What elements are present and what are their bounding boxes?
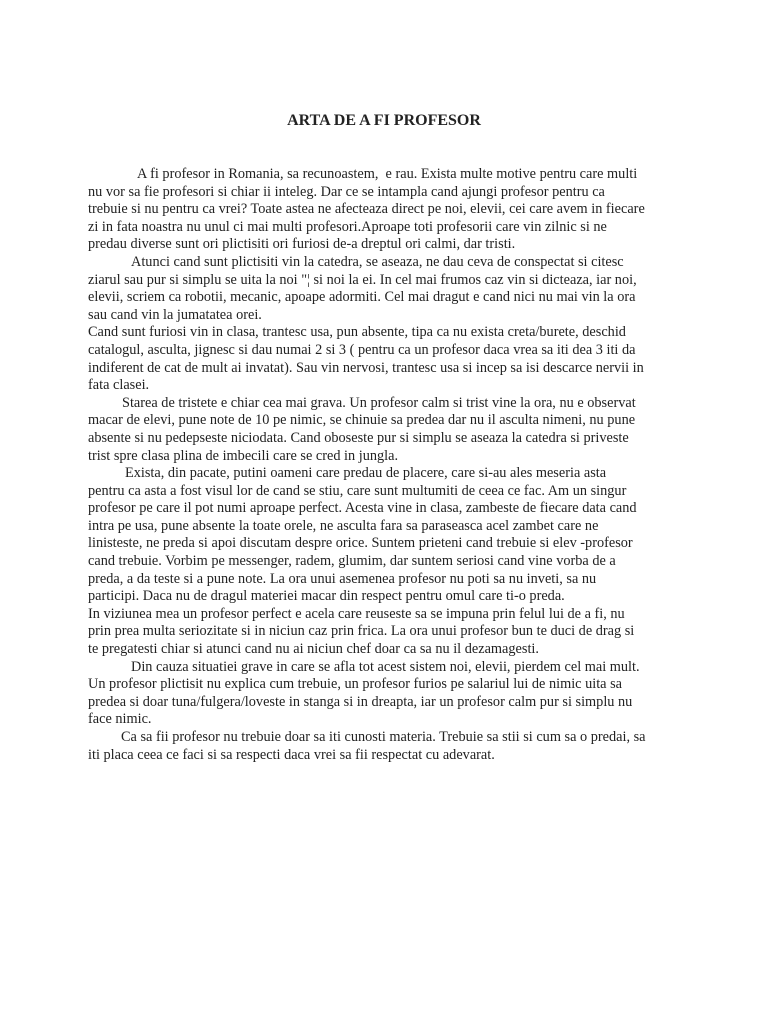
document-body bbox=[88, 166, 700, 764]
text-line: elevii, scriem ca robotii, mecanic, apoape adormiti. Cel mai dragut e cand nici nu mai vin la ora bbox=[88, 289, 636, 306]
text-line: predau diverse sunt ori plictisiti ori furiosi de-a dreptul ori calmi, dar tristi. bbox=[88, 236, 516, 253]
text-line: linisteste, ne preda si apoi discutam despre orice. Suntem prieteni cand trebuie si elev -profesor bbox=[88, 535, 633, 552]
text-line: Ca sa fii profesor nu trebuie doar sa iti cunosti materia. Trebuie sa stii si cum sa o predai, sa bbox=[121, 729, 646, 745]
text-line: nu vor sa fie profesori si chiar ii inteleg. Dar ce se intampla cand ajungi profesor pentru ca bbox=[88, 183, 605, 200]
text-line: trist spre clasa plina de imbecili care se cred in jungla. bbox=[88, 447, 399, 464]
text-line: te pregatesti chiar si atunci cand nu ai niciun chef doar ca sa nu il dezamagesti. bbox=[88, 641, 539, 658]
text-line: prin prea multa seriozitate si in niciun caz prin frica. La ora unui profesor bun te duci de drag si bbox=[88, 623, 635, 640]
text-line: preda, a da teste si a pune note. La ora unui asemenea profesor nu poti sa nu inveti, sa nu bbox=[88, 570, 597, 587]
text-line: predea si doar tuna/fulgera/loveste in stanga si in dreapta, iar un profesor calm pur si simplu nu bbox=[88, 693, 633, 710]
text-line: intra pe usa, pune absente la toate orele, ne asculta fara sa paraseasca acel zambet care ne bbox=[88, 517, 599, 534]
text-line: indiferent de cat de mult ai invatat). Sau vin nervosi, trantesc usa si incep sa isi descarce nervii in bbox=[88, 359, 644, 376]
text-line: zi in fata noastra nu unul ci mai multi profesori.Aproape toti profesorii care vin zilnic si ne bbox=[88, 218, 607, 235]
text-line: ziarul sau pur si simplu se uita la noi "¦ si noi la ei. In cel mai frumos caz vin si dicteaza, iar noi, bbox=[88, 271, 637, 288]
document-title: ARTA DE A FI PROFESOR bbox=[287, 112, 481, 129]
text-line: Starea de tristete e chiar cea mai grava. Un profesor calm si trist vine la ora, nu e observat bbox=[122, 394, 636, 411]
text-line: face nimic. bbox=[88, 711, 152, 728]
text-line: Cand sunt furiosi vin in clasa, trantesc usa, pun absente, tipa ca nu exista creta/burete, deschid bbox=[88, 324, 626, 341]
text-line: pentru ca asta a fost visul lor de cand se stiu, care sunt multumiti de ceea ce fac. Am un singur bbox=[88, 482, 627, 499]
text-line: Din cauza situatiei grave in care se afla tot acest sistem noi, elevii, pierdem cel mai mult. bbox=[131, 658, 640, 675]
text-line: trebuie si nu pentru ca vrei? Toate astea ne afecteaza direct pe noi, elevii, cei care avem in fiecare bbox=[88, 201, 645, 218]
text-line: sau cand vin la jumatatea orei. bbox=[88, 306, 262, 323]
text-line: A fi profesor in Romania, sa recunoastem, e rau. Exista multe motive pentru care multi bbox=[137, 166, 638, 182]
text-line: absente si nu pedepseste niciodata. Cand oboseste pur si simplu se aseaza la catedra si priveste bbox=[88, 429, 629, 446]
text-line: Un profesor plictisit nu explica cum trebuie, un profesor furios pe salariul lui de nimic uita sa bbox=[88, 676, 623, 693]
text-line: fata clasei. bbox=[88, 377, 150, 394]
text-line: cand trebuie. Vorbim pe messenger, radem, glumim, dar suntem seriosi cand vine vorba de a bbox=[88, 553, 616, 570]
text-line: Atunci cand sunt plictisiti vin la catedra, se aseaza, ne dau ceva de conspectat si citesc bbox=[131, 253, 624, 270]
text-line: participi. Daca nu de dragul materiei macar din respect pentru omul care ti-o preda. bbox=[88, 588, 565, 605]
text-line: In viziunea mea un profesor perfect e acela care reuseste sa se impuna prin felul lui de a fi, nu bbox=[88, 605, 625, 622]
text-line: profesor pe care il pot numi aproape perfect. Acesta vine in clasa, zambeste de fiecare data cand bbox=[88, 500, 637, 517]
text-line: catalogul, asculta, jignesc si dau numai 2 si 3 ( pentru ca un profesor daca vrea sa iti dea 3 iti da bbox=[88, 341, 636, 358]
text-line: Exista, din pacate, putini oameni care predau de placere, care si-au ales meseria asta bbox=[125, 465, 607, 482]
text-line: iti placa ceea ce faci si sa respecti daca vrei sa fii respectat cu adevarat. bbox=[88, 746, 495, 763]
text-line: macar de elevi, pune note de 10 pe nimic, se chinuie sa predea dar nu il asculta nimeni, nu pune bbox=[88, 412, 636, 429]
